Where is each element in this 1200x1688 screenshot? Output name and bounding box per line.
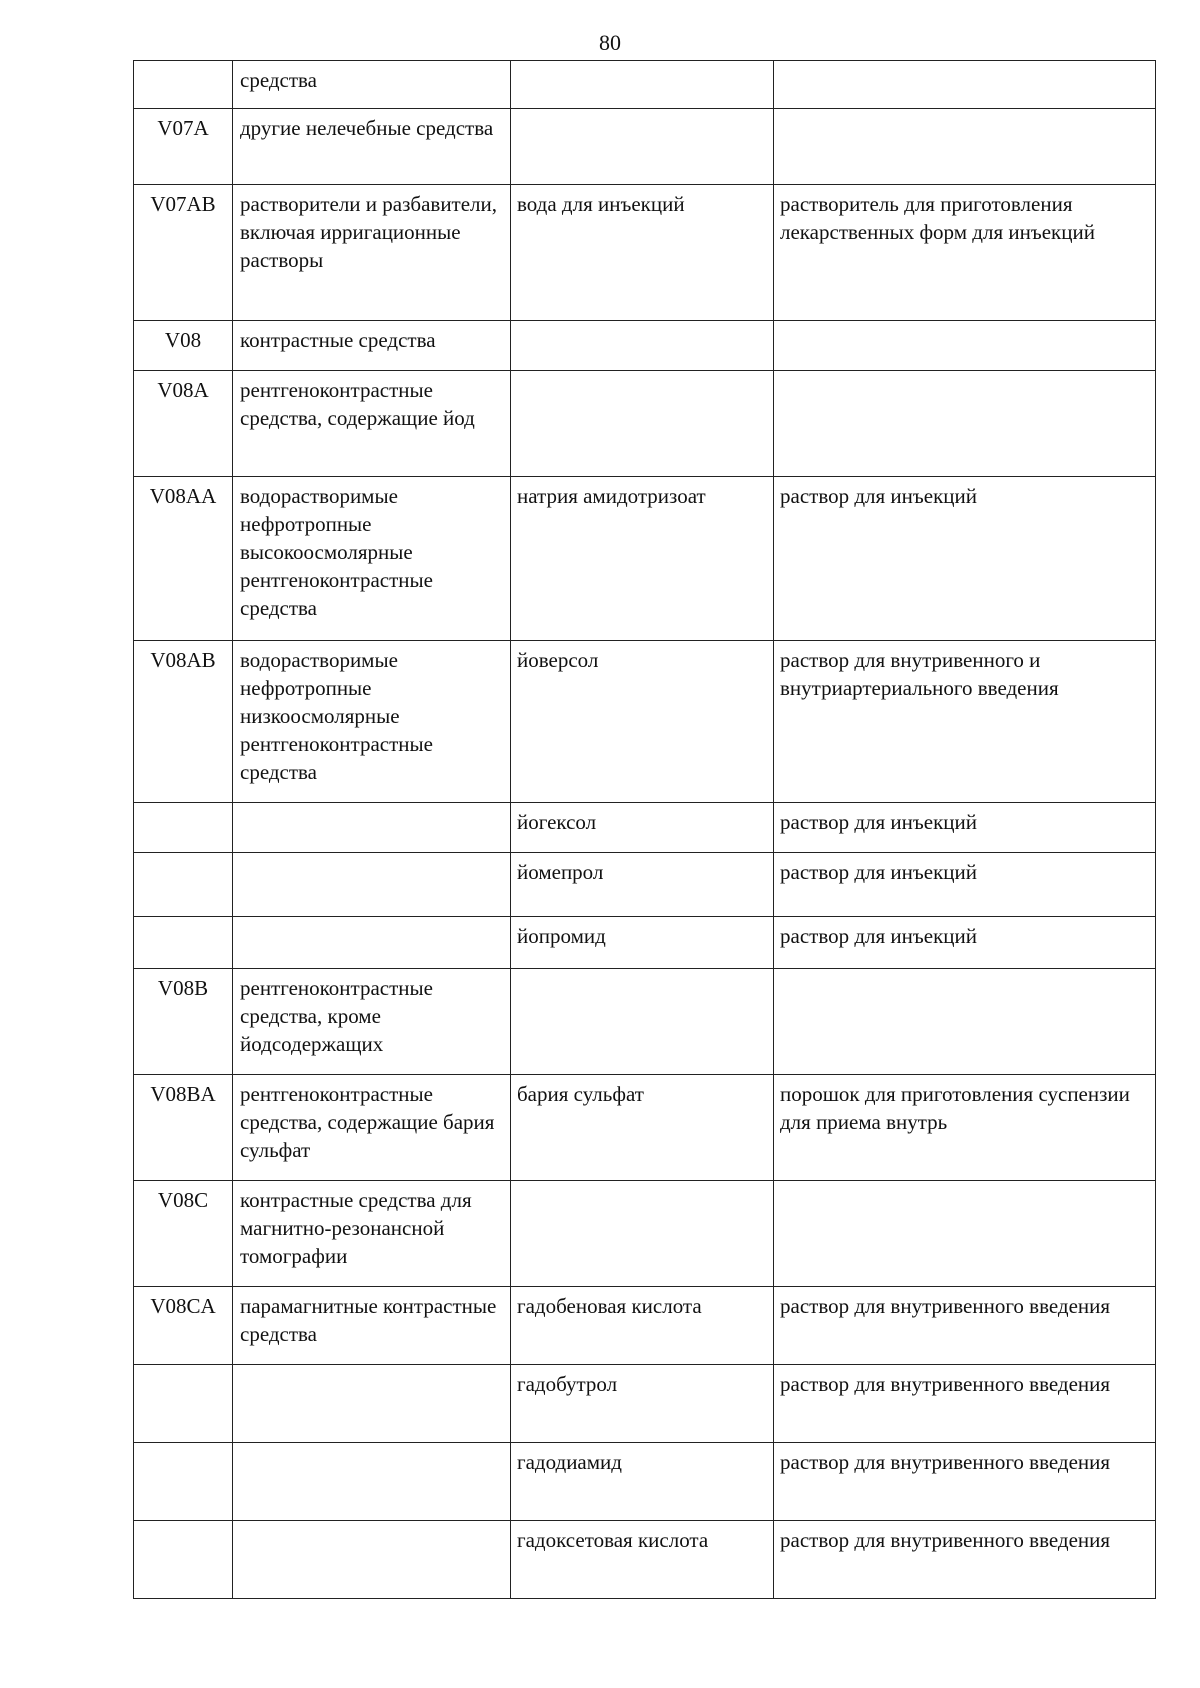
atc-code-cell: V08AB [134, 641, 233, 803]
dosage-form-cell [774, 371, 1156, 477]
atc-code-cell: V08AA [134, 477, 233, 641]
dosage-form-cell: раствор для инъекций [774, 917, 1156, 969]
atc-code-cell: V08CA [134, 1287, 233, 1365]
atc-code-cell: V07A [134, 109, 233, 185]
atc-group-cell: рентгеноконтрастные средства, содержащие бария сульфат [233, 1075, 511, 1181]
atc-group-cell: водорастворимые нефротропные высокоосмолярные рентгеноконтрастные средства [233, 477, 511, 641]
drug-name-cell: гадоксетовая кислота [511, 1521, 774, 1599]
atc-group-cell: средства [233, 61, 511, 109]
table-row [134, 477, 1156, 641]
table-row [134, 1521, 1156, 1599]
drug-name-cell: йогексол [511, 803, 774, 853]
drug-name-cell: бария сульфат [511, 1075, 774, 1181]
atc-code-cell [134, 1443, 233, 1521]
drug-name-cell: натрия амидотризоат [511, 477, 774, 641]
atc-group-cell: рентгеноконтрастные средства, кроме йодсодержащих [233, 969, 511, 1075]
atc-group-cell [233, 803, 511, 853]
drug-name-cell [511, 371, 774, 477]
table-row [134, 61, 1156, 109]
drug-name-cell: гадодиамид [511, 1443, 774, 1521]
atc-group-cell [233, 853, 511, 917]
atc-code-cell [134, 61, 233, 109]
atc-code-cell: V07AB [134, 185, 233, 321]
page-number: 80 [599, 30, 621, 55]
atc-group-cell: контрастные средства [233, 321, 511, 371]
drug-name-cell [511, 1181, 774, 1287]
dosage-form-cell: раствор для инъекций [774, 803, 1156, 853]
atc-group-cell [233, 1365, 511, 1443]
drug-name-cell [511, 321, 774, 371]
atc-code-cell [134, 1365, 233, 1443]
atc-group-cell [233, 1443, 511, 1521]
atc-code-cell: V08A [134, 371, 233, 477]
drug-name-cell: йоверсол [511, 641, 774, 803]
table-row [134, 185, 1156, 321]
atc-code-cell [134, 803, 233, 853]
atc-code-cell [134, 1521, 233, 1599]
drug-name-cell: йопромид [511, 917, 774, 969]
dosage-form-cell: раствор для инъекций [774, 477, 1156, 641]
dosage-form-cell: раствор для внутривенного введения [774, 1443, 1156, 1521]
table-row [134, 969, 1156, 1075]
dosage-form-cell: раствор для внутривенного введения [774, 1521, 1156, 1599]
dosage-form-cell: порошок для приготовления суспензии для приема внутрь [774, 1075, 1156, 1181]
atc-group-cell: водорастворимые нефротропные низкоосмолярные рентгеноконтрастные средства [233, 641, 511, 803]
drug-name-cell: гадобеновая кислота [511, 1287, 774, 1365]
atc-group-cell: парамагнитные контрастные средства [233, 1287, 511, 1365]
dosage-form-cell: раствор для внутривенного введения [774, 1287, 1156, 1365]
atc-code-cell: V08C [134, 1181, 233, 1287]
atc-code-cell: V08BA [134, 1075, 233, 1181]
dosage-form-cell: раствор для внутривенного введения [774, 1365, 1156, 1443]
atc-group-cell: другие нелечебные средства [233, 109, 511, 185]
table-row [134, 1443, 1156, 1521]
atc-group-cell: рентгеноконтрастные средства, содержащие йод [233, 371, 511, 477]
dosage-form-cell [774, 109, 1156, 185]
dosage-form-cell: растворитель для приготовления лекарственных форм для инъекций [774, 185, 1156, 321]
table-row [134, 1365, 1156, 1443]
atc-code-cell: V08B [134, 969, 233, 1075]
drug-name-cell [511, 109, 774, 185]
dosage-form-cell [774, 321, 1156, 371]
table-row [134, 917, 1156, 969]
drug-name-cell [511, 969, 774, 1075]
atc-group-cell: растворители и разбавители, включая ирригационные растворы [233, 185, 511, 321]
atc-group-cell: контрастные средства для магнитно-резонансной томографии [233, 1181, 511, 1287]
drug-name-cell [511, 61, 774, 109]
atc-group-cell [233, 1521, 511, 1599]
table-row [134, 641, 1156, 803]
atc-code-cell [134, 917, 233, 969]
dosage-form-cell [774, 61, 1156, 109]
drug-name-cell: вода для инъекций [511, 185, 774, 321]
dosage-form-cell: раствор для инъекций [774, 853, 1156, 917]
atc-group-cell [233, 917, 511, 969]
drug-name-cell: йомепрол [511, 853, 774, 917]
dosage-form-cell: раствор для внутривенного и внутриартериального введения [774, 641, 1156, 803]
table-row [134, 371, 1156, 477]
drug-name-cell: гадобутрол [511, 1365, 774, 1443]
table-row [134, 853, 1156, 917]
table-row [134, 1287, 1156, 1365]
table-row [134, 1181, 1156, 1287]
table-row [134, 109, 1156, 185]
table-row [134, 321, 1156, 371]
dosage-form-cell [774, 969, 1156, 1075]
table-row [134, 803, 1156, 853]
drug-table [133, 60, 1156, 1599]
dosage-form-cell [774, 1181, 1156, 1287]
atc-code-cell: V08 [134, 321, 233, 371]
table-row [134, 1075, 1156, 1181]
atc-code-cell [134, 853, 233, 917]
